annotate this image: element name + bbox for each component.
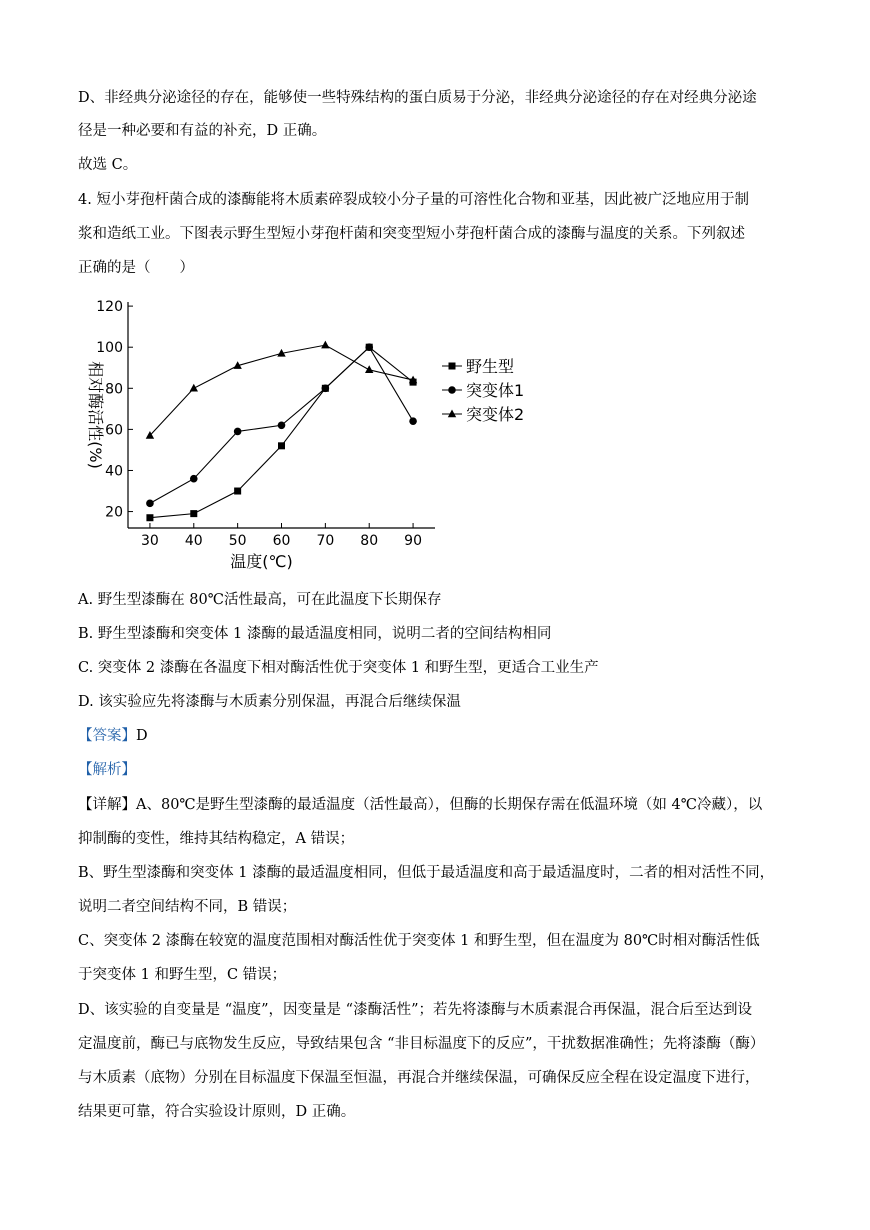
data-point [365, 343, 373, 351]
legend-marker [448, 410, 456, 418]
x-tick-label: 60 [272, 533, 291, 549]
y-tick-label: 100 [96, 340, 123, 357]
detail-text: 抑制酶的变性，维持其结构稳定，A 错误； [78, 831, 355, 847]
data-point [278, 442, 285, 449]
question-text: 浆和造纸工业。下图表示野生型短小芽孢杆菌和突变型短小芽孢杆菌合成的漆酶与温度的关系。下列叙述 [78, 226, 745, 242]
question-text: 正确的是（ ） [78, 260, 194, 276]
x-tick-label: 90 [404, 533, 422, 549]
text-line: 径是一种必要和有益的补充，D 正确。 [78, 123, 327, 139]
data-point [234, 488, 241, 495]
y-tick-label: 80 [105, 381, 123, 398]
x-tick-label: 30 [141, 533, 159, 549]
question-text: 4. 短小芽孢杆菌合成的漆酶能将木质素碎裂成较小分子量的可溶性化合物和亚基，因此被广泛地应用于制 [78, 192, 749, 208]
data-point [234, 428, 242, 436]
data-point [321, 341, 329, 349]
data-point [409, 417, 417, 425]
y-tick-label: 120 [96, 299, 123, 316]
data-point [146, 500, 154, 508]
detail-text: 与木质素（底物）分别在目标温度下保温至恒温，再混合并继续保温，可确保反应全程在设定温度下进行， [78, 1070, 760, 1086]
series-line-1 [150, 347, 413, 518]
x-tick-label: 50 [228, 533, 247, 549]
legend-marker [449, 363, 456, 370]
y-tick-label: 60 [105, 422, 123, 439]
data-point [322, 384, 330, 392]
data-point [146, 514, 153, 521]
detail-text: 定温度前，酶已与底物发生反应，导致结果包含 “非目标温度下的反应”，干扰数据准确性；先将漆酶（酶） [78, 1036, 765, 1052]
detail-text: B、野生型漆酶和突变体 1 漆酶的最适温度相同，但低于最适温度和高于最适温度时，二者的相对活性不同， [78, 865, 775, 881]
data-point [190, 475, 198, 483]
answer-line [78, 726, 798, 746]
detail-text: 于突变体 1 和野生型，C 错误； [78, 967, 287, 983]
y-tick-label: 40 [105, 463, 123, 480]
detail-text: 结果更可靠，符合实验设计原则，D 正确。 [78, 1104, 356, 1120]
option-d: D. 该实验应先将漆酶与木质素分别保温，再混合后继续保温 [78, 694, 461, 710]
legend-marker [448, 386, 456, 394]
y-tick-label: 20 [105, 504, 123, 521]
text-line: D、非经典分泌途径的存在，能够使一些特殊结构的蛋白质易于分泌，非经典分泌途径的存在对经典分泌途 [78, 90, 757, 106]
x-tick-label: 40 [184, 533, 203, 549]
detail-text: 说明二者空间结构不同，B 错误； [78, 899, 297, 915]
data-point [278, 421, 286, 429]
legend-label: 野生型 [466, 357, 515, 376]
x-tick-label: 80 [360, 533, 379, 549]
legend-label: 突变体1 [466, 381, 525, 400]
option-c: C. 突变体 2 漆酶在各温度下相对酶活性优于突变体 1 和野生型，更适合工业生产 [78, 660, 599, 676]
data-point [190, 384, 198, 392]
y-axis-label: 相对酶活性(%) [86, 361, 105, 469]
data-point [365, 365, 373, 373]
answer-tag: 【答案】 [78, 728, 136, 744]
data-point [190, 510, 197, 517]
legend-label: 突变体2 [466, 405, 525, 424]
detail-text: 【详解】A、80℃是野生型漆酶的最适温度（活性最高），但酶的长期保存需在低温环境（如 4℃冷藏），以 [78, 797, 763, 813]
option-b: B. 野生型漆酶和突变体 1 漆酶的最适温度相同，说明二者的空间结构相同 [78, 626, 552, 642]
x-axis-label: 温度(℃) [230, 552, 293, 571]
text-line: 故选 C。 [78, 157, 138, 173]
answer-value: D [136, 728, 148, 744]
x-tick-label: 70 [316, 533, 335, 549]
detail-text: C、突变体 2 漆酶在较宽的温度范围相对酶活性优于突变体 1 和野生型，但在温度为 80℃时相对酶活性低 [78, 933, 760, 949]
detail-text: D、该实验的自变量是 “温度”，因变量是 “漆酶活性”；若先将漆酶与木质素混合再保温，混合后至达到设 [78, 1002, 752, 1018]
enzyme-activity-chart [70, 290, 540, 580]
option-a: A. 野生型漆酶在 80℃活性最高，可在此温度下长期保存 [78, 592, 442, 608]
analysis-tag: 【解析】 [78, 762, 136, 778]
